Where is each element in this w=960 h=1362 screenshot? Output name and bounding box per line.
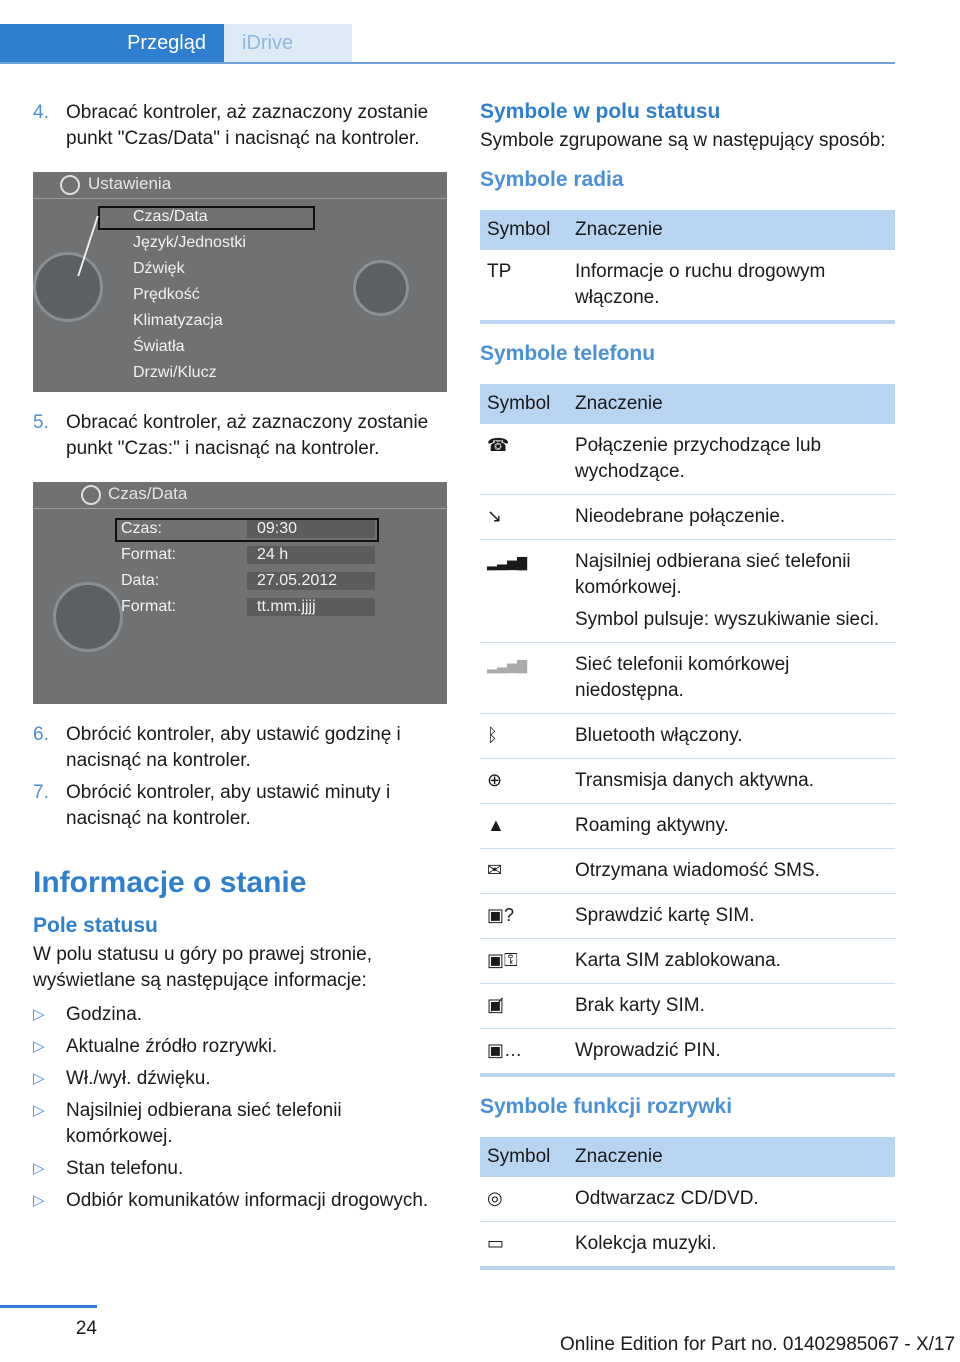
table-row: ☎ Połączenie przychodzące lub wychodzące. <box>480 424 895 495</box>
page-number: 24 <box>75 1318 97 1339</box>
data-transfer-icon: ⊕ <box>487 770 503 790</box>
column-header: Znaczenie <box>568 210 895 250</box>
no-sim-icon: ▣̸ <box>487 995 505 1015</box>
bluetooth-icon: ᛒ <box>487 725 498 745</box>
menu-item: Światła <box>133 338 185 355</box>
radio-symbols-table <box>480 210 895 324</box>
controller-knob <box>53 582 123 652</box>
tab-idrive[interactable]: iDrive <box>224 24 352 62</box>
table-row: ▂▃▅▇ Najsilniej odbierana sieć telefonii komórkowej. Symbol pulsuje: wyszukiwanie sieci. <box>480 540 895 643</box>
list-item: ▷ Aktualne źródło rozrywki. <box>33 1034 447 1060</box>
left-column <box>33 100 447 1220</box>
table-row: ◎ Odtwarzacz CD/DVD. <box>480 1177 895 1222</box>
pointer-line <box>77 216 110 276</box>
step-text: Obrócić kontroler, aby ustawić minuty i nacisnąć na kontroler. <box>66 782 391 829</box>
triangle-bullet-icon: ▷ <box>33 1192 45 1209</box>
triangle-bullet-icon: ▷ <box>33 1038 45 1055</box>
menu-item: Język/Jednostki <box>133 234 246 251</box>
menu-item: Prędkość <box>133 286 200 303</box>
list-item: ▷ Odbiór komunikatów informacji drogowych. <box>33 1188 447 1214</box>
column-header: Znaczenie <box>568 384 895 424</box>
row-label: Czas: <box>121 520 162 537</box>
column-header: Symbol <box>480 1137 568 1177</box>
row-value: 09:30 <box>247 520 375 538</box>
intro-paragraph: W polu statusu u góry po prawej stronie, wyświetlane są następujące informacje: <box>33 944 373 991</box>
right-column <box>480 100 895 1278</box>
step-text: Obracać kontroler, aż zaznaczony zostanie punkt "Czas/Data" i nacisnąć na kontroler. <box>66 102 429 149</box>
meaning-cell: Informacje o ruchu drogowym włączone. <box>568 250 895 322</box>
sms-icon: ✉ <box>487 860 503 880</box>
symbols-intro: Symbole zgrupowane są w następujący sposób: <box>480 130 886 151</box>
table-row: ▣… Wprowadzić PIN. <box>480 1029 895 1076</box>
list-item: ▷ Stan telefonu. <box>33 1156 447 1182</box>
screenshot-settings-menu <box>33 172 447 392</box>
table-row: ▲ Roaming aktywny. <box>480 804 895 849</box>
table-row: ✉ Otrzymana wiadomość SMS. <box>480 849 895 894</box>
header-bar <box>0 24 895 64</box>
column-header: Znaczenie <box>568 1137 895 1177</box>
radio-symbols-title: Symbole radia <box>480 168 624 191</box>
step-6 <box>33 722 447 774</box>
step-4 <box>33 100 447 152</box>
list-item: ▷ Godzina. <box>33 1002 447 1028</box>
list-item: ▷ Najsilniej odbierana sieć telefonii komórkowej. <box>33 1100 342 1147</box>
menu-item: Czas/Data <box>133 208 208 225</box>
row-value: tt.mm.jjjj <box>247 598 375 616</box>
music-collection-icon: ▭ <box>487 1233 505 1253</box>
check-sim-icon: ▣? <box>487 905 515 925</box>
column-header: Symbol <box>480 384 568 424</box>
triangle-bullet-icon: ▷ <box>33 1070 45 1087</box>
table-row: ▣⚿ Karta SIM zablokowana. <box>480 939 895 984</box>
step-5 <box>33 410 447 462</box>
phone-symbols-table <box>480 384 895 1077</box>
step-number: 7. <box>33 782 49 803</box>
phone-symbols-title: Symbole telefonu <box>480 342 656 365</box>
screenshot-time-date <box>33 482 447 704</box>
table-row: ▣̸ Brak karty SIM. <box>480 984 895 1029</box>
table-row: ▂▃▅▇ Sieć telefonii komórkowej niedostępna. <box>480 643 895 714</box>
row-label: Format: <box>121 598 177 615</box>
table-row <box>480 250 895 322</box>
tab-przeglad[interactable]: Przegląd <box>0 24 224 62</box>
footer-line <box>0 1305 97 1308</box>
row-label: Format: <box>121 546 177 563</box>
enter-pin-icon: ▣… <box>487 1040 523 1060</box>
signal-strength-icon: ▂▃▅▇ <box>487 555 527 570</box>
subsection-title: Pole statusu <box>33 914 158 937</box>
step-number: 6. <box>33 724 49 745</box>
menu-item: Drzwi/Klucz <box>133 364 217 381</box>
entertainment-symbols-title: Symbole funkcji rozrywki <box>480 1095 733 1118</box>
screen-title: Czas/Data <box>108 484 188 503</box>
list-item: ▷ Wł./wył. dźwięku. <box>33 1066 447 1092</box>
gear-icon <box>81 485 101 505</box>
section-title: Informacje o stanie <box>33 866 307 899</box>
table-row: ↘ Nieodebrane połączenie. <box>480 495 895 540</box>
sim-locked-icon: ▣⚿ <box>487 950 518 970</box>
row-value: 27.05.2012 <box>247 572 375 590</box>
row-label: Data: <box>121 572 160 589</box>
edition-note: Online Edition for Part no. 01402985067 - X/17 <box>560 1334 956 1355</box>
table-row: ▭ Kolekcja muzyki. <box>480 1222 895 1269</box>
step-number: 4. <box>33 102 49 123</box>
menu-item: Dźwięk <box>133 260 185 277</box>
menu-item: Klimatyzacja <box>133 312 223 329</box>
entertainment-symbols-table <box>480 1137 895 1270</box>
gear-icon <box>60 175 80 195</box>
step-text: Obracać kontroler, aż zaznaczony zostanie punkt "Czas:" i nacisnąć na kontroler. <box>66 412 429 459</box>
symbols-title: Symbole w polu statusu <box>480 100 721 123</box>
screen-title: Ustawienia <box>88 174 172 193</box>
roaming-icon: ▲ <box>487 815 505 835</box>
table-row: ᛒ Bluetooth włączony. <box>480 714 895 759</box>
cd-dvd-icon: ◎ <box>487 1188 503 1208</box>
controller-knob-right <box>353 260 409 316</box>
step-7 <box>33 780 447 832</box>
no-network-icon: ▂▃▅▇ <box>487 658 527 673</box>
table-row: ⊕ Transmisja danych aktywna. <box>480 759 895 804</box>
phone-call-icon: ☎ <box>487 435 510 455</box>
row-value: 24 h <box>247 546 375 564</box>
step-number: 5. <box>33 412 49 433</box>
column-header: Symbol <box>480 210 568 250</box>
triangle-bullet-icon: ▷ <box>33 1160 45 1177</box>
missed-call-icon: ↘ <box>487 506 503 526</box>
symbol-cell: TP <box>480 250 568 322</box>
table-row: ▣? Sprawdzić kartę SIM. <box>480 894 895 939</box>
triangle-bullet-icon: ▷ <box>33 1006 45 1023</box>
step-text: Obrócić kontroler, aby ustawić godzinę i nacisnąć na kontroler. <box>66 724 401 771</box>
triangle-bullet-icon: ▷ <box>33 1102 45 1119</box>
